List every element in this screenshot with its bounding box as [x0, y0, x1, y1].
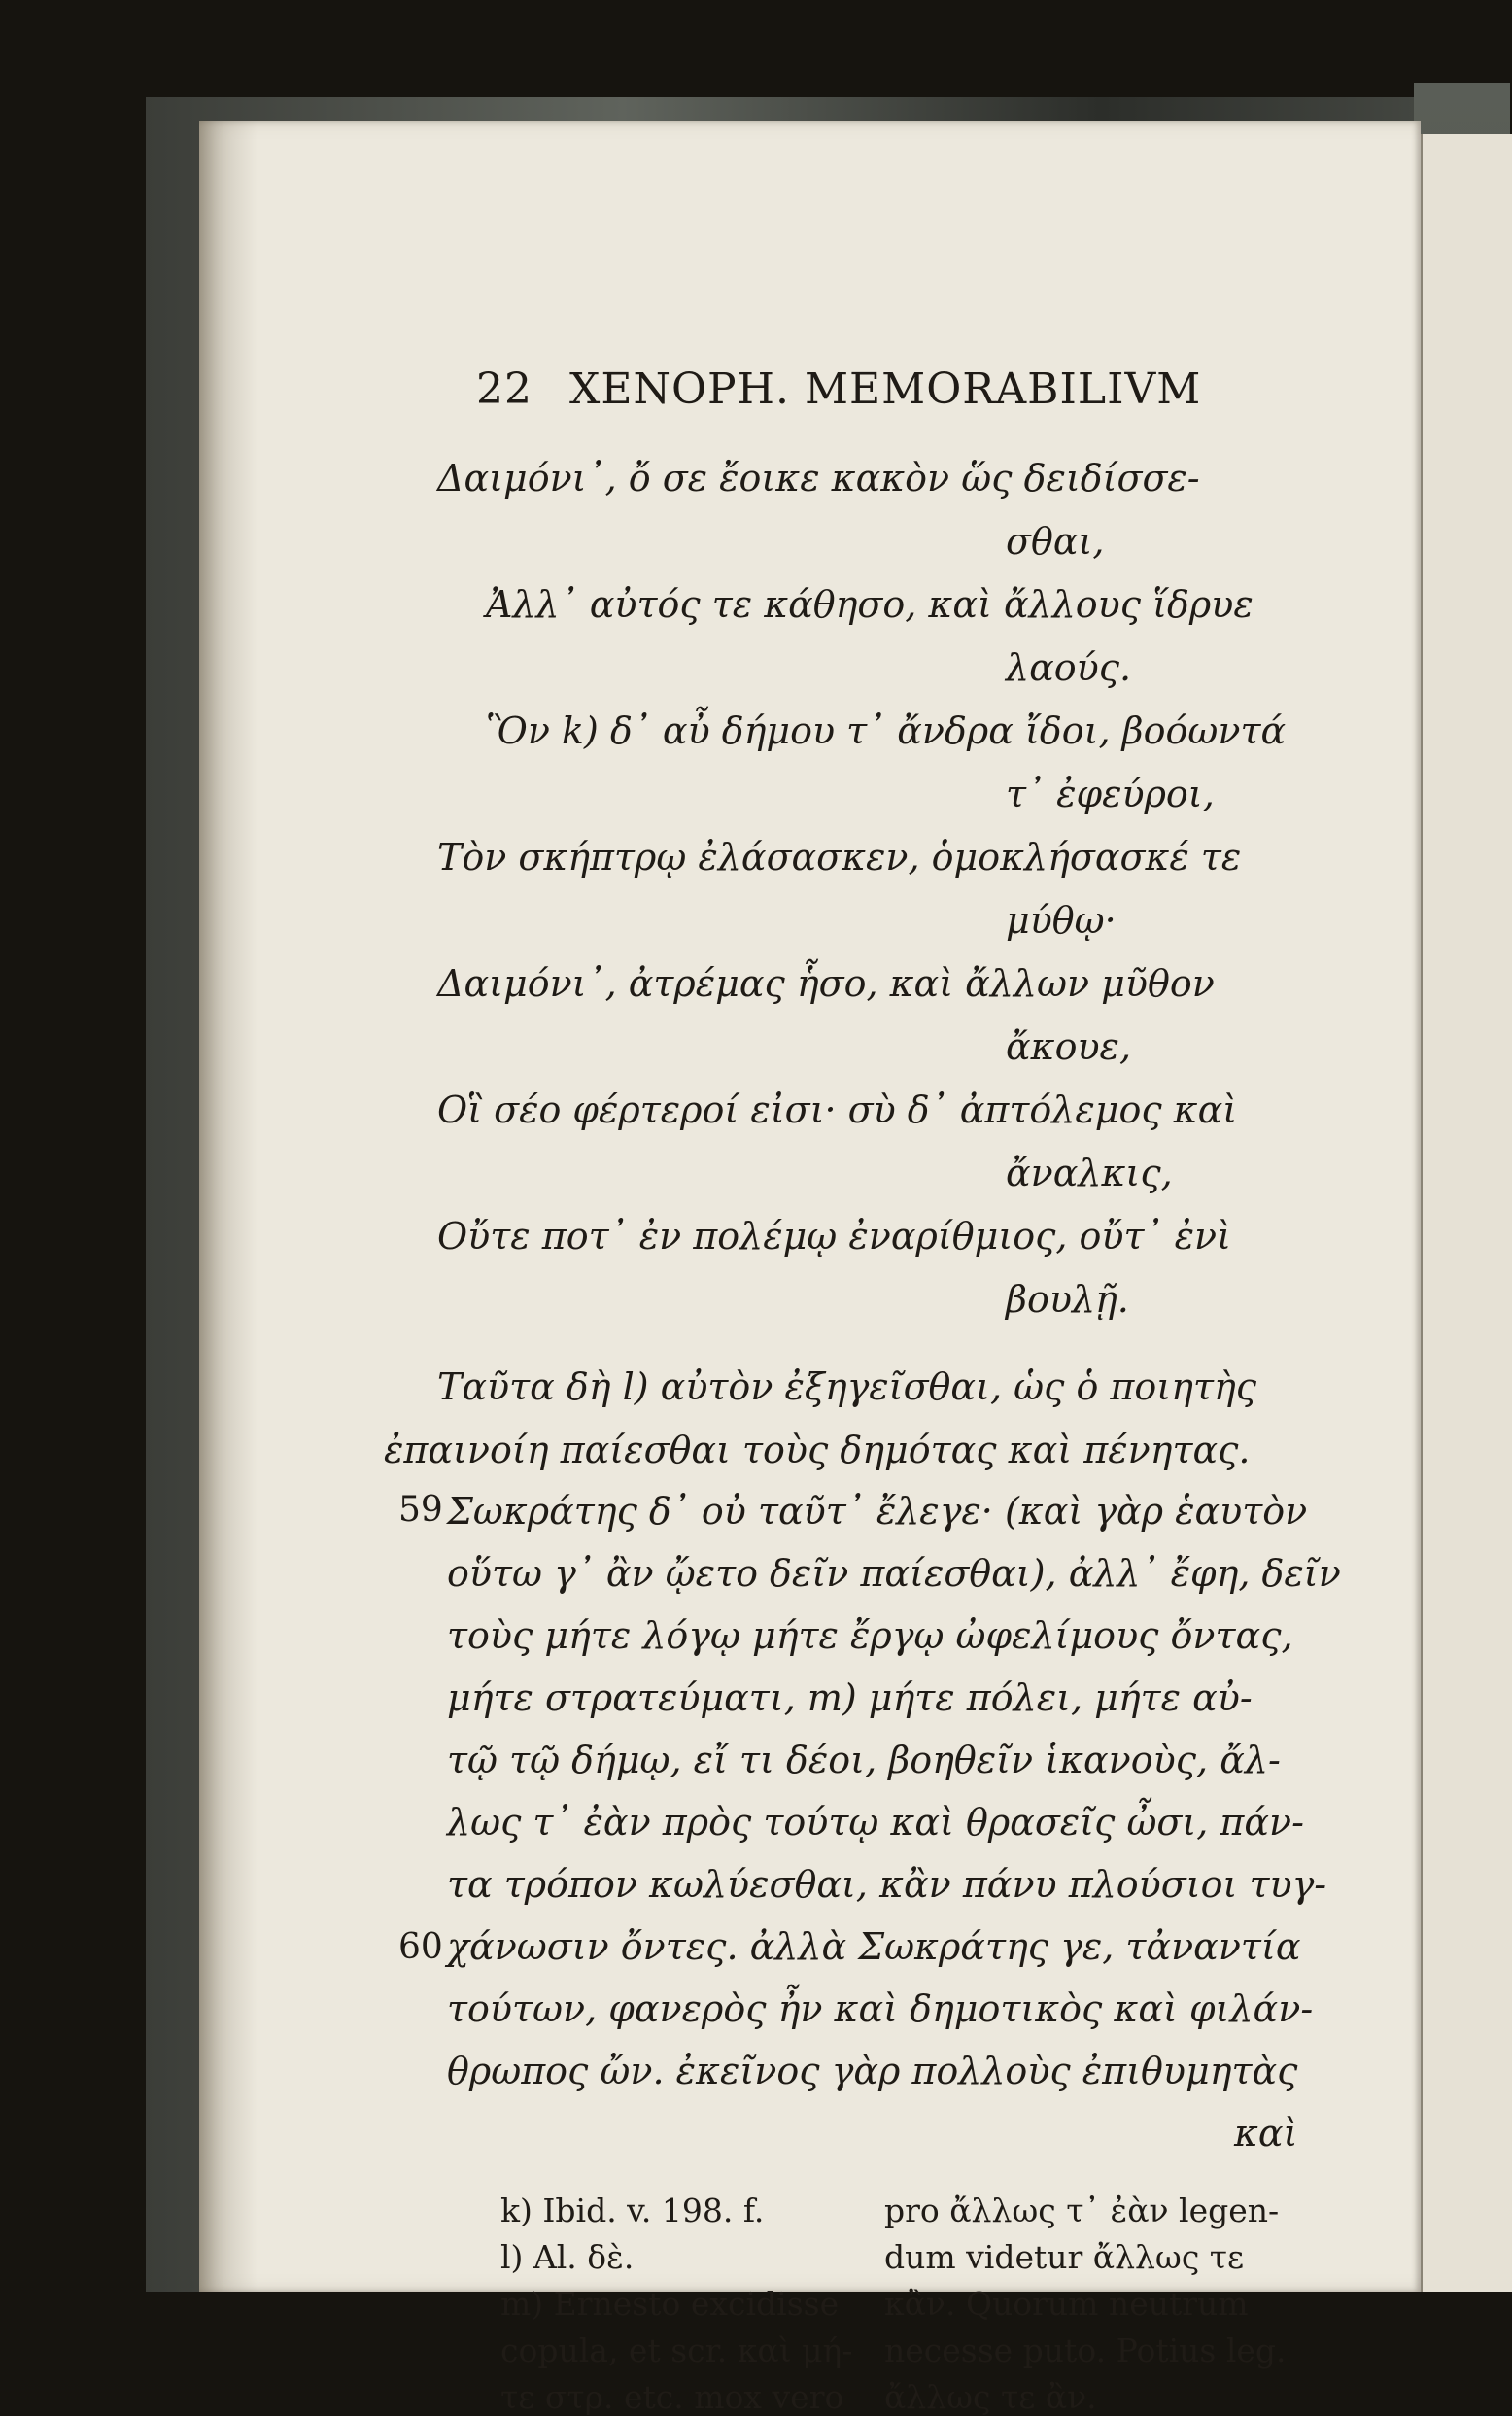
prose-line: οὕτω γ᾽ ἂν ᾤετο δεῖν παίεσθαι), ἀλλ᾽ ἔφη, δεῖν [447, 1552, 1341, 1595]
prose-line: τοὺς μήτε λόγῳ μήτε ἔργῳ ὠφελίμους ὄντας, [447, 1614, 1293, 1657]
verse-line: μύθῳ· [1006, 899, 1117, 942]
footnote-line: necesse puto. Potius leg. [884, 2331, 1287, 2369]
footnote-line: l) Al. δὲ. [500, 2238, 635, 2276]
verse-line: βουλῇ. [1006, 1278, 1129, 1321]
facing-page-edge [1421, 134, 1512, 2292]
prose-line: μήτε στρατεύματι, m) μήτε πόλει, μήτε αὐ- [447, 1676, 1253, 1719]
prose-line: τούτων, φανερὸς ἦν καὶ δημοτικὸς καὶ φιλάν- [447, 1987, 1314, 2030]
footnote-line: dum videtur ἄλλως τε [884, 2238, 1245, 2276]
verse-line: τ᾽ ἐφεύροι, [1006, 773, 1215, 815]
verse-line: Οἳ σέο φέρτεροί εἰσι· σὺ δ᾽ ἀπτόλεμος καὶ [437, 1088, 1238, 1131]
footnote-line: τε στρ. etc. mox vero [500, 2378, 844, 2416]
verse-line: Δαιμόνι᾽, ὄ σε ἔοικε κακὸν ὥς δειδίσσε- [437, 457, 1200, 500]
verse-line: Δαιμόνι᾽, ἀτρέμας ἧσο, καὶ ἄλλων μῦθον [437, 962, 1215, 1005]
verse-line: σθαι, [1006, 520, 1105, 563]
footnote-line: κἂν. Quorum neutrum [884, 2285, 1249, 2323]
footnote-line: copula, et scr. καὶ μή- [500, 2331, 853, 2369]
prose-line: καὶ [1234, 2112, 1298, 2155]
prose-line: Σωκράτης δ᾽ οὐ ταῦτ᾽ ἔλεγε· (καὶ γὰρ ἑαυτὸν [447, 1490, 1308, 1533]
running-title: XENOPH. MEMORABILIVM [569, 364, 1202, 414]
page-content [199, 121, 1421, 2416]
verse-line: Ἀλλ᾽ αὐτός τε κάθησο, καὶ ἄλλους ἵδρυε [486, 583, 1254, 626]
running-header [476, 364, 1201, 414]
page-number: 22 [476, 364, 533, 414]
verse-line: Τὸν σκήπτρῳ ἐλάσασκεν, ὁμοκλήσασκέ τε [437, 836, 1242, 879]
prose-line: τα τρόπον κωλύεσθαι, κἂν πάνυ πλούσιοι τυγ- [447, 1863, 1327, 1906]
prose-line: χάνωσιν ὄντες. ἀλλὰ Σωκράτης γε, τἀναντία [447, 1925, 1301, 1968]
footnote-line: pro ἄλλως τ᾽ ἐὰν legen- [884, 2192, 1280, 2229]
verse-line: Οὔτε ποτ᾽ ἐν πολέμῳ ἐναρίθμιος, οὔτ᾽ ἐνὶ [437, 1215, 1232, 1258]
book-page [199, 121, 1421, 2416]
gutter-shadow [199, 121, 258, 2292]
footnote-line: ἄλλως τε ἂν. [884, 2378, 1097, 2416]
margin-number: 59 [398, 1490, 443, 1530]
prose-line: λως τ᾽ ἐὰν πρὸς τούτῳ καὶ θρασεῖς ὦσι, πάν- [447, 1801, 1304, 1844]
verse-line: λαούς. [1006, 646, 1132, 689]
prose-line: ἐπαινοίη παίεσθαι τοὺς δημότας καὶ πένητας. [384, 1429, 1251, 1471]
verse-line: ἄκουε, [1006, 1025, 1132, 1068]
margin-number: 60 [398, 1927, 443, 1967]
footnote-line: m) Ernesto excidisse [500, 2285, 840, 2323]
prose-line: τῷ τῷ δήμῳ, εἴ τι δέοι, βοηθεῖν ἱκανοὺς, ἄλ- [447, 1739, 1281, 1781]
verse-line: ἄναλκις, [1006, 1152, 1173, 1194]
prose-line: θρωπος ὤν. ἐκεῖνος γὰρ πολλοὺς ἐπιθυμητὰς [447, 2050, 1298, 2092]
prose-line: Ταῦτα δὴ l) αὐτὸν ἐξηγεῖσθαι, ὡς ὁ ποιητὴς [437, 1365, 1257, 1408]
verse-line: Ὃν k) δ᾽ αὖ δήμου τ᾽ ἄνδρα ἴδοι, βοόωντά [486, 709, 1287, 752]
footnote-line: k) Ibid. v. 198. f. [500, 2192, 765, 2229]
